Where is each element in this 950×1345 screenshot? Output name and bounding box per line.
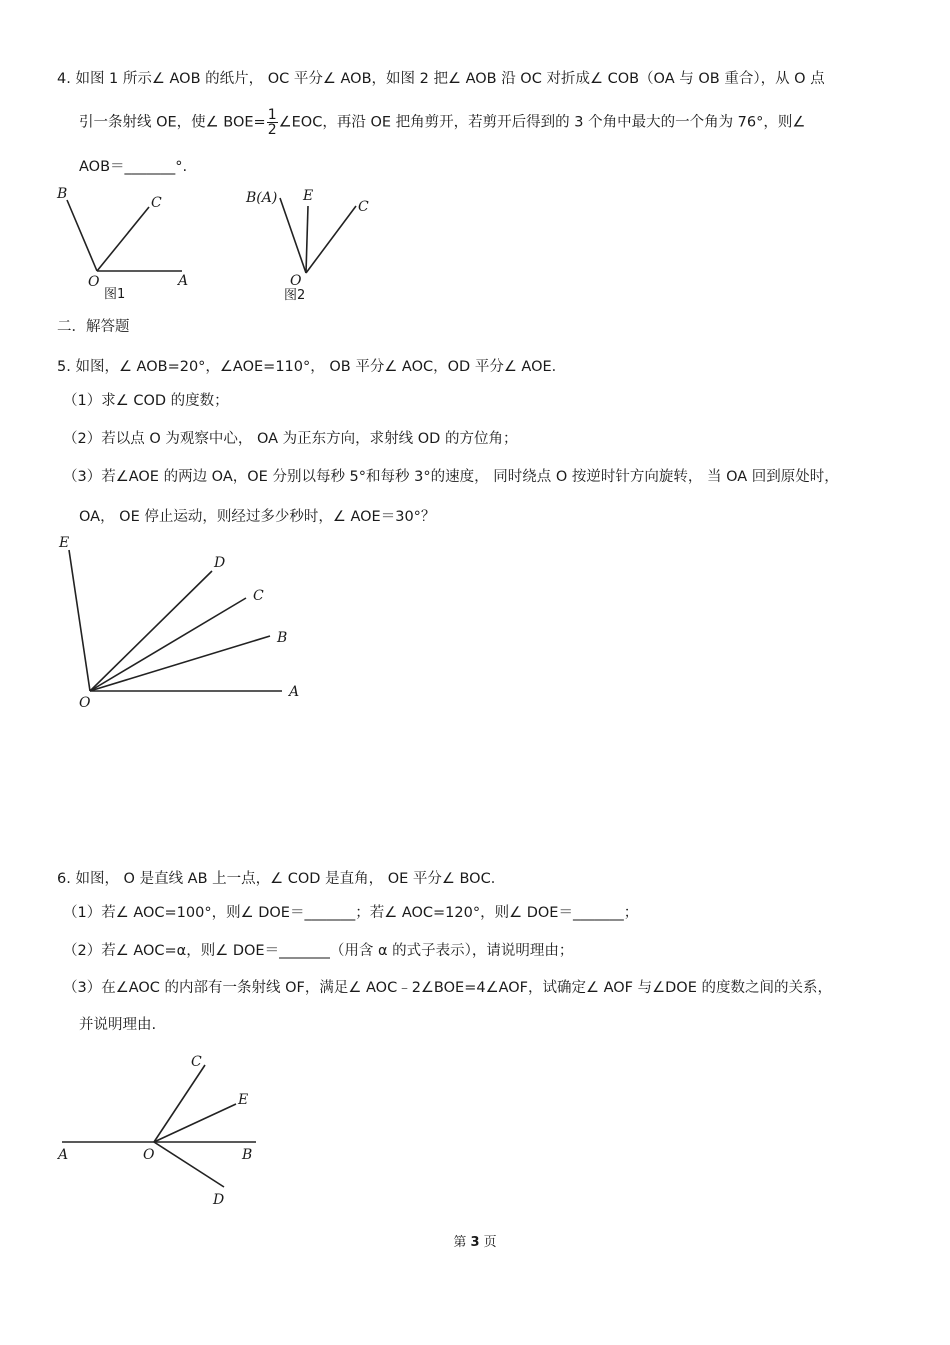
label-E: E [59,535,70,551]
q4-line2-part-b: ∠EOC，再沿 OE 把角剪开，若剪开后得到的 3 个角中最大的一个角为 76°，则∠ [278,114,806,131]
q6-part-3-line2: 并说明理由. [79,1017,157,1033]
q5-figure [58,535,299,711]
label-B: B [242,1147,253,1163]
q6-part-1: （1）若∠ AOC=100°，则∠ DOE＝_______；若∠ AOC=120°，则∠ DOE＝_______； [63,905,639,921]
label-C: C [358,199,369,215]
page-footer [0,1231,950,1250]
q6-stem: 6. 如图， O 是直线 AB 上一点，∠ COD 是直角， OE 平分∠ BOC． [57,871,506,887]
section-heading: 二．解答题 [57,319,130,335]
label-D: D [214,555,226,571]
fraction-denominator: 2 [267,122,277,138]
ray-OC [97,207,149,271]
ray-OB [280,198,306,273]
label-C: C [253,588,264,604]
label-B: B [277,630,288,646]
label-E: E [303,188,314,204]
q6-part-3-line1: （3）在∠AOC 的内部有一条射线 OF，满足∠ AOC﹣2∠BOE=4∠AOF，试确定∠ AOF 与∠DOE 的度数之间的关系， [63,980,832,996]
q4-figure-1 [56,186,188,302]
label-C: C [151,195,162,211]
ray-OB [67,200,97,271]
label-B-A: B(A) [246,190,278,206]
q5-stem: 5. 如图，∠ AOB=20°，∠AOE=110°， OB 平分∠ AOC，OD 平分∠ AOE． [57,359,567,375]
label-O: O [88,274,100,290]
q6-figure [56,1054,256,1208]
label-A: A [289,684,300,700]
label-O: O [79,695,91,711]
q4-line2-part-a: 引一条射线 OE，使∠ BOE= [79,114,266,131]
label-B: B [57,186,68,202]
ray-OC [90,598,246,691]
label-A: A [58,1147,69,1163]
ray-OD [154,1142,224,1187]
q4-figure-2 [245,188,369,303]
figure-2-caption: 图2 [284,288,306,303]
ray-OC [306,206,356,273]
q5-part-1: （1）求∠ COD 的度数； [63,393,229,409]
ray-OE [69,550,90,691]
q6-part-2: （2）若∠ AOC=α，则∠ DOE＝_______（用含 α 的式子表示），请说明理由； [63,943,574,959]
q4-line3: AOB＝_______°. [79,159,188,175]
label-A: A [178,273,189,289]
label-O: O [290,273,302,289]
page-footer-suffix: 页 [479,1235,497,1250]
q5-part-3-line2: OA， OE 停止运动，则经过多少秒时，∠ AOE＝30°？ [79,509,436,525]
figure-1-caption: 图1 [104,287,126,302]
label-C: C [191,1054,202,1070]
fraction-numerator: 1 [267,107,277,123]
q5-part-3-line1: （3）若∠AOE 的两边 OA，OE 分别以每秒 5°和每秒 3°的速度， 同时绕点 O 按逆时针方向旋转， 当 OA 回到原处时， [63,469,839,485]
q5-part-2: （2）若以点 O 为观察中心， OA 为正东方向，求射线 OD 的方位角； [63,431,518,447]
label-O: O [143,1147,155,1163]
page-footer-prefix: 第 [453,1235,471,1250]
ray-OE [306,206,308,273]
page-number: 3 [470,1235,480,1250]
label-E: E [238,1092,249,1108]
q4-line1: 4. 如图 1 所示∠ AOB 的纸片， OC 平分∠ AOB，如图 2 把∠ AOB 沿 OC 对折成∠ COB（OA 与 OB 重合），从 O 点 [57,71,825,87]
label-D: D [213,1192,225,1208]
